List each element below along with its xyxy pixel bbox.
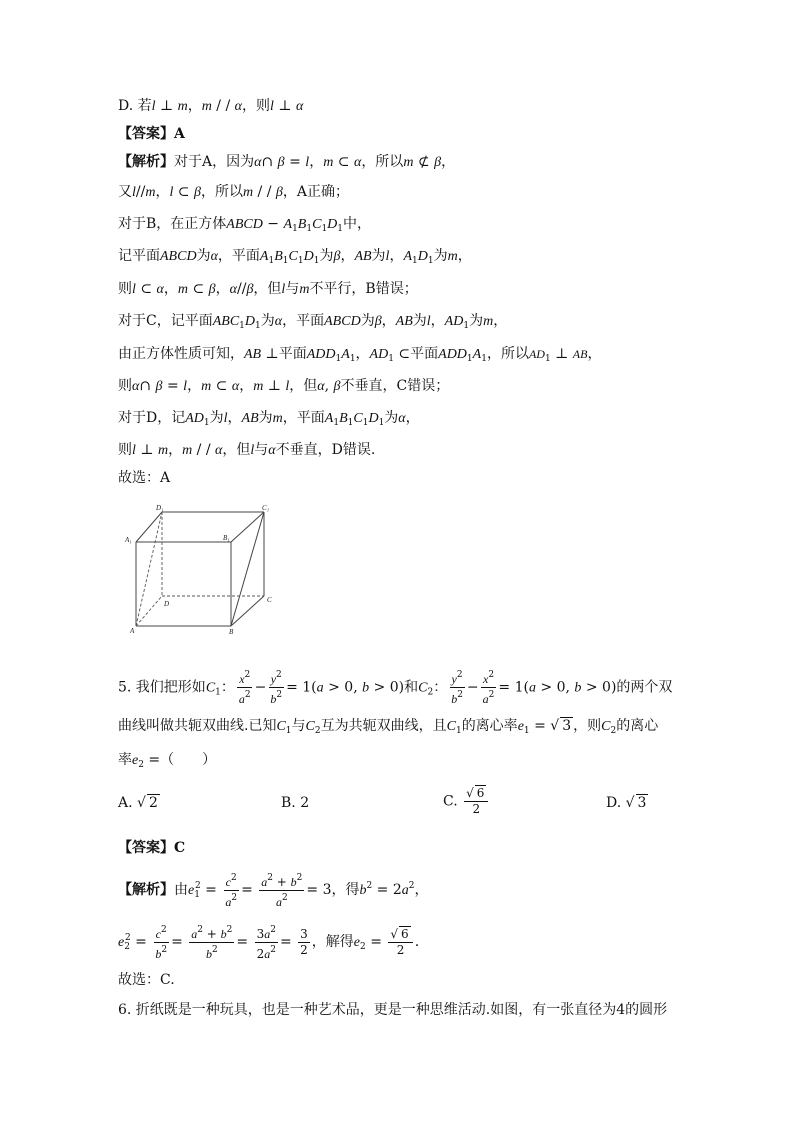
q5-stem-line-1: 5. 我们把形如$C_1$： $\frac{x^2}{a^2}$ − $\frac{y^2}{b^2}$ = 1(a > 0, b > 0)和$C_2$： $\frac{y^2}{b^2}$ − $\frac{x^2}{a^2}$ = 1(a > 0, b > 0)的两个双 (118, 670, 673, 706)
q5-analysis-line-1: 【解析】由$e_1^2$ = $\frac{c^2}{a^2}$ = $\frac{a^2 + b^2}{a^2}$ = 3，得$b^2 = 2a^2$， (118, 872, 429, 909)
label-c: C (267, 596, 272, 604)
q4-analysis-line-4: 记平面ABCD为α，平面$A_1B_1C_1D_1$为β，AB为l，$A_1D_1$为m， (118, 248, 472, 266)
q5-stem-line-2: 曲线叫做共轭双曲线.已知$C_1$与$C_2$互为共轭双曲线，且$C_1$的离心率$e_1$ = √ 3 ，则$C_2$的离心 (118, 718, 659, 736)
q6-stem: 6. 折纸既是一种玩具，也是一种艺术品，更是一种思维活动.如图，有一张直径为4的圆形 (118, 1002, 668, 1018)
label-d: D (164, 600, 170, 608)
q4-analysis-line-7: 由正方体性质可知，AB ⊥平面$ADD_1A_1$，$AD_1$ ⊂平面$ADD_1A_1$，所以$AD_1$ ⊥ AB， (118, 346, 602, 364)
q4-analysis-line-10: 则l ⊥ m，m / / α，但l与α不垂直，D错误. (118, 442, 376, 458)
q4-analysis-line-5: 则l ⊂ α，m ⊂ β，α//β，但l与m不平行，B错误； (118, 281, 418, 297)
cube-figure (118, 500, 278, 640)
q4-analysis-line-8: 则α∩ β = l，m ⊂ α，m ⊥ l，但α, β不垂直，C错误； (118, 378, 450, 394)
q4-analysis-line-2: 又l//m，l ⊂ β，所以m / / β，A正确； (118, 184, 349, 200)
q4-choice: 故选：A (118, 470, 171, 486)
edge-a1-d1 (136, 512, 162, 542)
edge-b-c1 (231, 512, 264, 626)
edge-b-c (231, 596, 264, 626)
q5-stem-line-3: 率$e_2$ =（ ） (118, 752, 217, 770)
q5-option-b: B. 2 (281, 795, 310, 811)
q4-option-d: D. 若l ⊥ m，m / / α，则l ⊥ α (118, 98, 304, 114)
label-c1: C₁ (262, 504, 270, 512)
label-b1: B₁ (223, 534, 230, 542)
q5-answer: 【答案】C (118, 840, 186, 856)
q5-option-d: D. √ 3 (606, 795, 647, 811)
q4-analysis-line-6: 对于C，记平面$ABC_1D_1$为α，平面ABCD为β，AB为l，$AD_1$为m， (118, 313, 508, 331)
q5-analysis-line-2: $e_2^2$ = $\frac{c^2}{b^2}$ = $\frac{a^2 + b^2}{b^2}$ = $\frac{3a^2}{2a^2}$ = $\frac{3}{2}$ ，解得$e_2$ = $\frac{√ 6}{2}$ . (118, 924, 420, 961)
label-a1: A₁ (125, 536, 132, 544)
label-a: A (130, 627, 135, 635)
q4-analysis-line-9: 对于D，记$AD_1$为l，AB为m，平面$A_1B_1C_1D_1$为α， (118, 410, 420, 428)
edge-a-d (136, 596, 162, 626)
q5-option-c: C. $\frac{√ 6}{2}$ (443, 786, 490, 817)
q4-analysis-line-1: 【解析】对于A，因为α∩ β = l，m ⊂ α，所以m ⊄ β， (118, 154, 456, 170)
q4-answer: 【答案】A (118, 126, 185, 142)
q5-option-a: A. √ 2 (118, 795, 158, 811)
edge-b1-c1 (231, 512, 264, 542)
q5-choice: 故选：C. (118, 972, 175, 988)
label-b: B (229, 628, 234, 636)
label-d1: D₁ (156, 504, 164, 512)
q4-analysis-line-3: 对于B，在正方体ABCD − $A_1B_1C_1D_1$中， (118, 216, 372, 234)
edge-a-d1 (136, 512, 162, 626)
